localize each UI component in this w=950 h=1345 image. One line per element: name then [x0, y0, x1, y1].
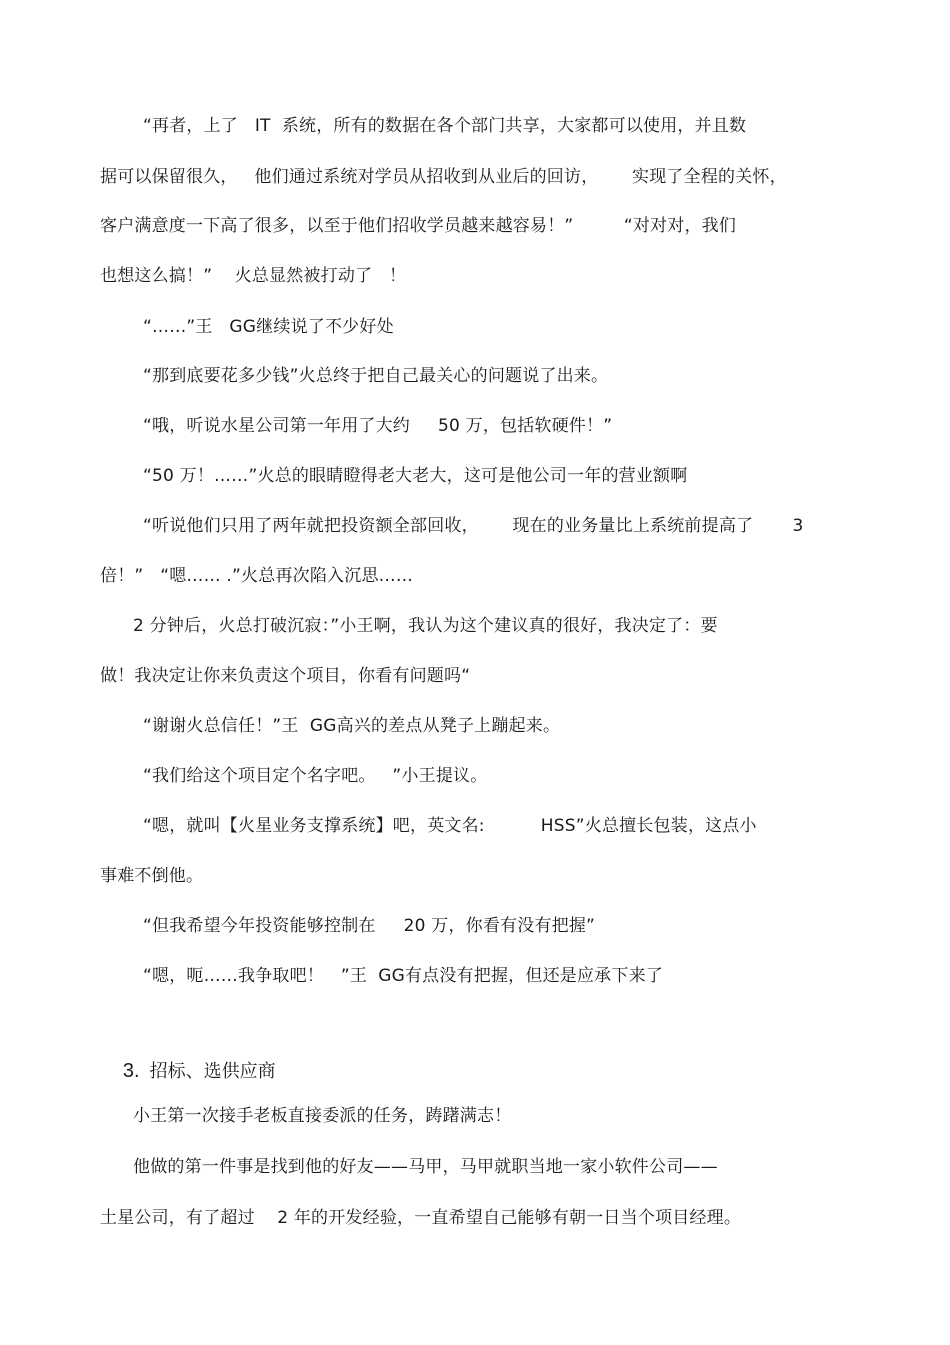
paragraph-line: 客户满意度一下高了很多，以至于他们招收学员越来越容易！” “对对对，我们 — [100, 216, 737, 236]
section-number: 3. — [122, 1060, 140, 1082]
paragraph-line: 做！我决定让你来负责这个项目，你看有问题吗“ — [100, 666, 471, 686]
paragraph-line: “再者，上了 IT 系统，所有的数据在各个部门共享，大家都可以使用，并且数 — [143, 116, 747, 136]
section-heading — [100, 1035, 276, 1108]
paragraph-line: 他做的第一件事是找到他的好友——马甲，马甲就职当地一家小软件公司—— — [133, 1157, 718, 1177]
paragraph-line: 事难不倒他。 — [100, 866, 204, 886]
paragraph-line: 也想这么搞！” 火总显然被打动了 ！ — [100, 266, 407, 286]
paragraph-line: 据可以保留很久， 他们通过系统对学员从招收到从业后的回访， 实现了全程的关怀， — [100, 167, 787, 187]
paragraph-line: “嗯，呃……我争取吧！ ”王 GG有点没有把握，但还是应承下来了 — [143, 966, 663, 986]
paragraph-line: “……”王 GG继续说了不少好处 — [143, 317, 394, 337]
paragraph-line: “我们给这个项目定个名字吧。 ”小王提议。 — [143, 766, 488, 786]
paragraph-line: “嗯，就叫【火星业务支撑系统】吧，英文名: HSS”火总擅长包装，这点小 — [143, 816, 757, 836]
paragraph-line: “听说他们只用了两年就把投资额全部回收， 现在的业务量比上系统前提高了 3 — [143, 516, 804, 536]
paragraph-line: 2 分钟后，火总打破沉寂：”小王啊，我认为这个建议真的很好，我决定了：要 — [133, 616, 718, 636]
paragraph-line: “哦，听说水星公司第一年用了大约 50 万，包括软硬件！” — [143, 416, 613, 436]
section-title: 招标、选供应商 — [149, 1061, 276, 1082]
paragraph-line: 倍！” “嗯…… .”火总再次陷入沉思…… — [100, 566, 414, 586]
paragraph-line: “50 万！……”火总的眼睛瞪得老大老大，这可是他公司一年的营业额啊 — [143, 466, 688, 486]
paragraph-line: 土星公司，有了超过 2 年的开发经验，一直希望自己能够有朝一日当个项目经理。 — [100, 1208, 742, 1228]
paragraph-line: 小王第一次接手老板直接委派的任务，踌躇满志！ — [133, 1106, 512, 1126]
paragraph-line: “那到底要花多少钱”火总终于把自己最关心的问题说了出来。 — [143, 366, 609, 386]
paragraph-line: “谢谢火总信任！”王 GG高兴的差点从凳子上蹦起来。 — [143, 716, 561, 736]
paragraph-line: “但我希望今年投资能够控制在 20 万，你看有没有把握” — [143, 916, 596, 936]
